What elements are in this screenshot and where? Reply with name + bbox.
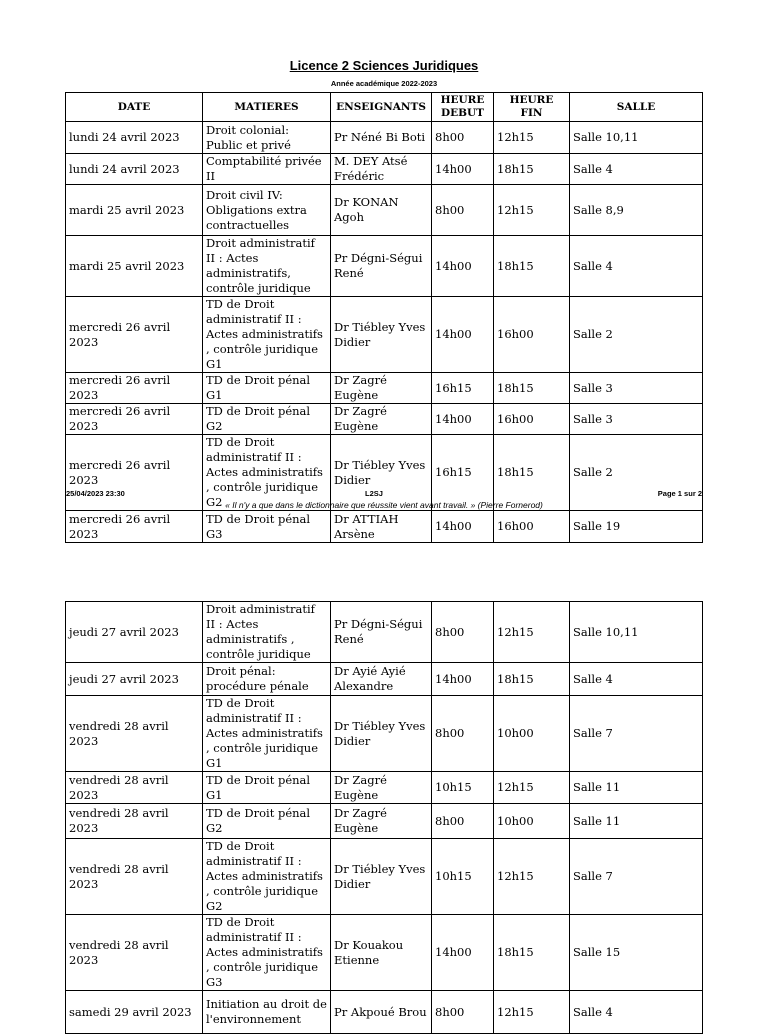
footer-code: L2SJ xyxy=(365,489,383,498)
cell-matiere: TD de Droit pénal G3 xyxy=(203,511,331,543)
cell-heure-fin: 18h15 xyxy=(494,373,570,404)
cell-heure-debut: 8h00 xyxy=(432,122,494,154)
cell-heure-fin: 12h15 xyxy=(494,772,570,804)
table-row xyxy=(66,915,703,991)
cell-matiere: TD de Droit administratif II : Actes administratifs , contrôle juridique G1 xyxy=(203,297,331,373)
cell-enseignant: Dr Tiébley Yves Didier xyxy=(331,696,432,772)
table-row xyxy=(66,663,703,696)
cell-matiere: Droit administratif II : Actes administratifs, contrôle juridique xyxy=(203,236,331,297)
schedule-table-page-2 xyxy=(65,601,703,1034)
cell-enseignant: Pr Dégni-Ségui René xyxy=(331,236,432,297)
cell-heure-debut: 14h00 xyxy=(432,404,494,435)
cell-salle: Salle 10,11 xyxy=(570,122,703,154)
cell-date: mardi 25 avril 2023 xyxy=(66,185,203,236)
cell-salle: Salle 4 xyxy=(570,154,703,185)
cell-enseignant: Dr Zagré Eugène xyxy=(331,404,432,435)
cell-enseignant: M. DEY Atsé Frédéric xyxy=(331,154,432,185)
cell-heure-fin: 12h15 xyxy=(494,602,570,663)
cell-matiere: TD de Droit pénal G1 xyxy=(203,772,331,804)
cell-heure-fin: 16h00 xyxy=(494,404,570,435)
cell-salle: Salle 11 xyxy=(570,772,703,804)
cell-date: vendredi 28 avril 2023 xyxy=(66,772,203,804)
cell-date: mercredi 26 avril 2023 xyxy=(66,373,203,404)
cell-heure-fin: 12h15 xyxy=(494,839,570,915)
cell-matiere: TD de Droit administratif II : Actes administratifs , contrôle juridique G1 xyxy=(203,696,331,772)
cell-heure-fin: 18h15 xyxy=(494,154,570,185)
cell-matiere: TD de Droit administratif II : Actes administratifs , contrôle juridique G2 xyxy=(203,435,331,511)
cell-heure-debut: 14h00 xyxy=(432,663,494,696)
cell-heure-debut: 10h15 xyxy=(432,839,494,915)
cell-heure-fin: 18h15 xyxy=(494,236,570,297)
cell-date: jeudi 27 avril 2023 xyxy=(66,663,203,696)
table-row xyxy=(66,185,703,236)
cell-salle: Salle 2 xyxy=(570,297,703,373)
cell-heure-fin: 18h15 xyxy=(494,435,570,511)
cell-enseignant: Pr Akpoué Brou xyxy=(331,991,432,1034)
cell-matiere: Droit pénal: procédure pénale xyxy=(203,663,331,696)
table-row xyxy=(66,511,703,543)
table-row xyxy=(66,602,703,663)
cell-salle: Salle 7 xyxy=(570,839,703,915)
header-salle: SALLE xyxy=(570,93,703,122)
footer-timestamp: 25/04/2023 23:30 xyxy=(66,489,125,498)
cell-heure-debut: 14h00 xyxy=(432,297,494,373)
header-matieres: MATIERES xyxy=(203,93,331,122)
cell-heure-fin: 18h15 xyxy=(494,915,570,991)
cell-salle: Salle 10,11 xyxy=(570,602,703,663)
cell-date: mercredi 26 avril 2023 xyxy=(66,404,203,435)
cell-heure-debut: 8h00 xyxy=(432,696,494,772)
cell-heure-debut: 14h00 xyxy=(432,236,494,297)
header-heure-debut: HEURE DEBUT xyxy=(432,93,494,122)
cell-enseignant: Pr Dégni-Ségui René xyxy=(331,602,432,663)
cell-heure-fin: 12h15 xyxy=(494,122,570,154)
cell-salle: Salle 7 xyxy=(570,696,703,772)
cell-salle: Salle 15 xyxy=(570,915,703,991)
table-row xyxy=(66,122,703,154)
header-date: DATE xyxy=(66,93,203,122)
cell-salle: Salle 3 xyxy=(570,404,703,435)
table-row xyxy=(66,154,703,185)
cell-heure-debut: 8h00 xyxy=(432,804,494,839)
schedule-table-page-1 xyxy=(65,92,703,543)
cell-matiere: TD de Droit pénal G2 xyxy=(203,404,331,435)
table-row xyxy=(66,297,703,373)
cell-heure-debut: 8h00 xyxy=(432,602,494,663)
cell-date: mercredi 26 avril 2023 xyxy=(66,297,203,373)
cell-enseignant: Dr ATTIAH Arsène xyxy=(331,511,432,543)
cell-date: vendredi 28 avril 2023 xyxy=(66,915,203,991)
cell-date: samedi 29 avril 2023 xyxy=(66,991,203,1034)
cell-matiere: TD de Droit pénal G1 xyxy=(203,373,331,404)
academic-year: Année académique 2022-2023 xyxy=(330,79,438,88)
cell-date: lundi 24 avril 2023 xyxy=(66,122,203,154)
footer-page-number: Page 1 sur 2 xyxy=(657,489,702,498)
cell-heure-debut: 10h15 xyxy=(432,772,494,804)
cell-heure-fin: 12h15 xyxy=(494,185,570,236)
cell-matiere: TD de Droit administratif II : Actes administratifs , contrôle juridique G3 xyxy=(203,915,331,991)
cell-enseignant: Dr Zagré Eugène xyxy=(331,373,432,404)
cell-enseignant: Dr Tiébley Yves Didier xyxy=(331,435,432,511)
cell-date: mercredi 26 avril 2023 xyxy=(66,435,203,511)
page-title: Licence 2 Sciences Juridiques xyxy=(289,58,479,73)
table-row xyxy=(66,991,703,1034)
cell-matiere: Droit colonial: Public et privé xyxy=(203,122,331,154)
table-row xyxy=(66,804,703,839)
cell-enseignant: Dr Ayié Ayié Alexandre xyxy=(331,663,432,696)
cell-salle: Salle 19 xyxy=(570,511,703,543)
cell-salle: Salle 4 xyxy=(570,236,703,297)
cell-salle: Salle 2 xyxy=(570,435,703,511)
header-enseignants: ENSEIGNANTS xyxy=(331,93,432,122)
cell-matiere: Initiation au droit de l'environnement xyxy=(203,991,331,1034)
cell-salle: Salle 8,9 xyxy=(570,185,703,236)
cell-enseignant: Pr Néné Bi Boti xyxy=(331,122,432,154)
cell-date: vendredi 28 avril 2023 xyxy=(66,804,203,839)
cell-salle: Salle 4 xyxy=(570,991,703,1034)
table-row xyxy=(66,236,703,297)
cell-heure-debut: 8h00 xyxy=(432,991,494,1034)
cell-date: jeudi 27 avril 2023 xyxy=(66,602,203,663)
cell-heure-debut: 16h15 xyxy=(432,435,494,511)
cell-heure-debut: 8h00 xyxy=(432,185,494,236)
cell-salle: Salle 3 xyxy=(570,373,703,404)
cell-date: mercredi 26 avril 2023 xyxy=(66,511,203,543)
table-header-row xyxy=(66,93,703,122)
cell-heure-fin: 10h00 xyxy=(494,696,570,772)
cell-heure-debut: 16h15 xyxy=(432,373,494,404)
cell-matiere: Droit civil IV: Obligations extra contractuelles xyxy=(203,185,331,236)
cell-salle: Salle 4 xyxy=(570,663,703,696)
cell-enseignant: Dr KONAN Agoh xyxy=(331,185,432,236)
table-row xyxy=(66,373,703,404)
cell-heure-debut: 14h00 xyxy=(432,915,494,991)
cell-heure-fin: 10h00 xyxy=(494,804,570,839)
cell-matiere: Droit administratif II : Actes administratifs , contrôle juridique xyxy=(203,602,331,663)
table-row xyxy=(66,772,703,804)
cell-date: lundi 24 avril 2023 xyxy=(66,154,203,185)
cell-heure-fin: 12h15 xyxy=(494,991,570,1034)
cell-date: vendredi 28 avril 2023 xyxy=(66,839,203,915)
cell-heure-debut: 14h00 xyxy=(432,511,494,543)
table-row xyxy=(66,839,703,915)
header-heure-fin: HEURE FIN xyxy=(494,93,570,122)
cell-date: mardi 25 avril 2023 xyxy=(66,236,203,297)
cell-heure-fin: 16h00 xyxy=(494,297,570,373)
cell-matiere: Comptabilité privée II xyxy=(203,154,331,185)
cell-date: vendredi 28 avril 2023 xyxy=(66,696,203,772)
cell-enseignant: Dr Tiébley Yves Didier xyxy=(331,297,432,373)
cell-matiere: TD de Droit administratif II : Actes administratifs , contrôle juridique G2 xyxy=(203,839,331,915)
table-row xyxy=(66,696,703,772)
cell-heure-fin: 16h00 xyxy=(494,511,570,543)
cell-salle: Salle 11 xyxy=(570,804,703,839)
cell-enseignant: Dr Zagré Eugène xyxy=(331,772,432,804)
cell-heure-debut: 14h00 xyxy=(432,154,494,185)
cell-enseignant: Dr Kouakou Etienne xyxy=(331,915,432,991)
footer-quote: « Il n'y a que dans le dictionnaire que réussite vient avant travail. » (Pierre Fornerod) xyxy=(225,500,543,510)
cell-enseignant: Dr Zagré Eugène xyxy=(331,804,432,839)
cell-matiere: TD de Droit pénal G2 xyxy=(203,804,331,839)
cell-heure-fin: 18h15 xyxy=(494,663,570,696)
table-row xyxy=(66,404,703,435)
cell-enseignant: Dr Tiébley Yves Didier xyxy=(331,839,432,915)
